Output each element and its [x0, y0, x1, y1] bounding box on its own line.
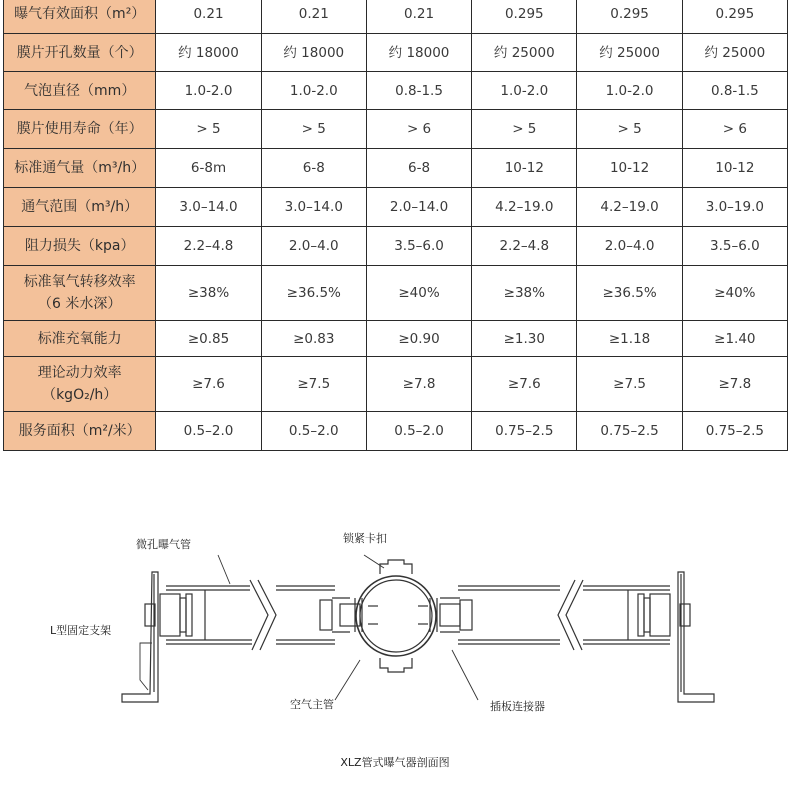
table-cell: 1.0-2.0 [577, 72, 682, 110]
table-cell: 1.0-2.0 [472, 72, 577, 110]
table-cell: ≥7.6 [156, 357, 261, 412]
row-label [4, 227, 156, 266]
table-cell: 0.295 [577, 0, 682, 34]
table-cell: 4.2–19.0 [577, 188, 682, 227]
table-cell: 3.5–6.0 [366, 227, 471, 266]
main-air-pipe [356, 576, 436, 656]
table-row [4, 72, 788, 110]
table-cell: 0.5–2.0 [156, 412, 261, 451]
table-cell: ≥7.6 [472, 357, 577, 412]
table-cell: 4.2–19.0 [472, 188, 577, 227]
right-l-bracket [678, 572, 714, 702]
table-cell: > 5 [472, 110, 577, 149]
row-label-subtext: （kgO₂/h） [42, 387, 118, 403]
label-aeration-tube: 微孔曝气管 [136, 538, 191, 551]
table-cell: > 5 [577, 110, 682, 149]
table-row [4, 188, 788, 227]
table-cell: ≥7.5 [261, 357, 366, 412]
table-cell: ≥40% [682, 266, 787, 321]
row-label-text: 通气范围（m³/h） [21, 199, 139, 215]
table-cell: 2.2–4.8 [472, 227, 577, 266]
table-cell: 6-8 [366, 149, 471, 188]
table-cell: 6-8 [261, 149, 366, 188]
table-cell: 2.0–4.0 [577, 227, 682, 266]
table-cell: ≥1.18 [577, 321, 682, 357]
row-label [4, 412, 156, 451]
table-cell: 0.21 [156, 0, 261, 34]
table-cell: 3.5–6.0 [682, 227, 787, 266]
left-tube [145, 580, 378, 650]
table-cell: 0.8-1.5 [682, 72, 787, 110]
row-label [4, 149, 156, 188]
table-cell: > 5 [156, 110, 261, 149]
table-row [4, 34, 788, 72]
row-label-text: 理论动力效率 [37, 365, 122, 381]
table-cell: > 6 [366, 110, 471, 149]
table-cell: 0.5–2.0 [261, 412, 366, 451]
table-row [4, 266, 788, 321]
table-cell: 10-12 [472, 149, 577, 188]
label-plug-connector: 插板连接器 [490, 700, 545, 713]
row-label [4, 0, 156, 34]
table-cell: 0.75–2.5 [682, 412, 787, 451]
table-cell: ≥1.40 [682, 321, 787, 357]
table-cell: 约 18000 [156, 34, 261, 72]
right-tube [418, 580, 690, 650]
row-label-text: 膜片开孔数量（个） [16, 44, 143, 61]
row-label-text: 曝气有效面积（m²） [14, 6, 146, 22]
table-row [4, 357, 788, 412]
row-label-text: 标准通气量（m³/h） [14, 160, 146, 176]
table-cell: ≥40% [366, 266, 471, 321]
row-label [4, 321, 156, 357]
table-row [4, 412, 788, 451]
table-cell: 2.0–4.0 [261, 227, 366, 266]
leader-lines [140, 555, 478, 700]
table-cell: ≥36.5% [261, 266, 366, 321]
table-cell: 3.0–19.0 [682, 188, 787, 227]
table-cell: 0.5–2.0 [366, 412, 471, 451]
table-cell: 0.75–2.5 [577, 412, 682, 451]
table-cell: 0.75–2.5 [472, 412, 577, 451]
row-label-text: 标准氧气转移效率 [23, 274, 136, 290]
table-cell: 约 18000 [261, 34, 366, 72]
row-label [4, 357, 156, 412]
table-cell: 约 18000 [366, 34, 471, 72]
table-cell: 2.0–14.0 [366, 188, 471, 227]
table-cell: ≥1.30 [472, 321, 577, 357]
table-row [4, 227, 788, 266]
table-cell: 6-8m [156, 149, 261, 188]
table-row [4, 149, 788, 188]
row-label-text: 标准充氧能力 [37, 330, 122, 347]
table-cell: ≥38% [472, 266, 577, 321]
row-label [4, 266, 156, 321]
table-cell: ≥7.8 [366, 357, 471, 412]
label-main-air-pipe: 空气主管 [290, 698, 334, 711]
table-cell: 0.21 [261, 0, 366, 34]
table-cell: 约 25000 [472, 34, 577, 72]
table-cell: 约 25000 [682, 34, 787, 72]
table-cell: ≥0.90 [366, 321, 471, 357]
row-label [4, 72, 156, 110]
row-label-text: 阻力损失（kpa） [24, 238, 135, 254]
table-row [4, 110, 788, 149]
table-cell: 2.2–4.8 [156, 227, 261, 266]
table-cell: ≥7.5 [577, 357, 682, 412]
row-label-text: 膜片使用寿命（年） [16, 121, 143, 137]
aerator-section-diagram [0, 480, 790, 800]
table-cell: > 5 [261, 110, 366, 149]
table-cell: ≥0.85 [156, 321, 261, 357]
row-label-subtext: （6 米水深） [38, 296, 122, 312]
label-l-bracket: L型固定支架 [50, 624, 112, 637]
table-cell: 10-12 [577, 149, 682, 188]
table-cell: > 6 [682, 110, 787, 149]
spec-table [3, 0, 788, 451]
table-cell: 1.0-2.0 [261, 72, 366, 110]
row-label [4, 188, 156, 227]
table-cell: 0.295 [472, 0, 577, 34]
table-cell: ≥38% [156, 266, 261, 321]
table-cell: 0.295 [682, 0, 787, 34]
table-cell: ≥7.8 [682, 357, 787, 412]
row-label-text: 气泡直径（mm） [24, 82, 136, 99]
table-row [4, 0, 788, 34]
table-cell: 1.0-2.0 [156, 72, 261, 110]
diagram-caption: XLZ管式曝气器剖面图 [340, 756, 450, 769]
table-cell: ≥0.83 [261, 321, 366, 357]
left-l-bracket [122, 572, 158, 702]
diagram-svg [0, 480, 790, 750]
table-cell: 0.21 [366, 0, 471, 34]
table-cell: 3.0–14.0 [261, 188, 366, 227]
table-cell: 3.0–14.0 [156, 188, 261, 227]
table-row [4, 321, 788, 357]
row-label [4, 110, 156, 149]
label-locking-clamp: 锁紧卡扣 [343, 532, 387, 545]
table-cell: 0.8-1.5 [366, 72, 471, 110]
row-label [4, 34, 156, 72]
table-cell: 10-12 [682, 149, 787, 188]
table-cell: 约 25000 [577, 34, 682, 72]
table-cell: ≥36.5% [577, 266, 682, 321]
row-label-text: 服务面积（m²/米） [18, 423, 141, 439]
